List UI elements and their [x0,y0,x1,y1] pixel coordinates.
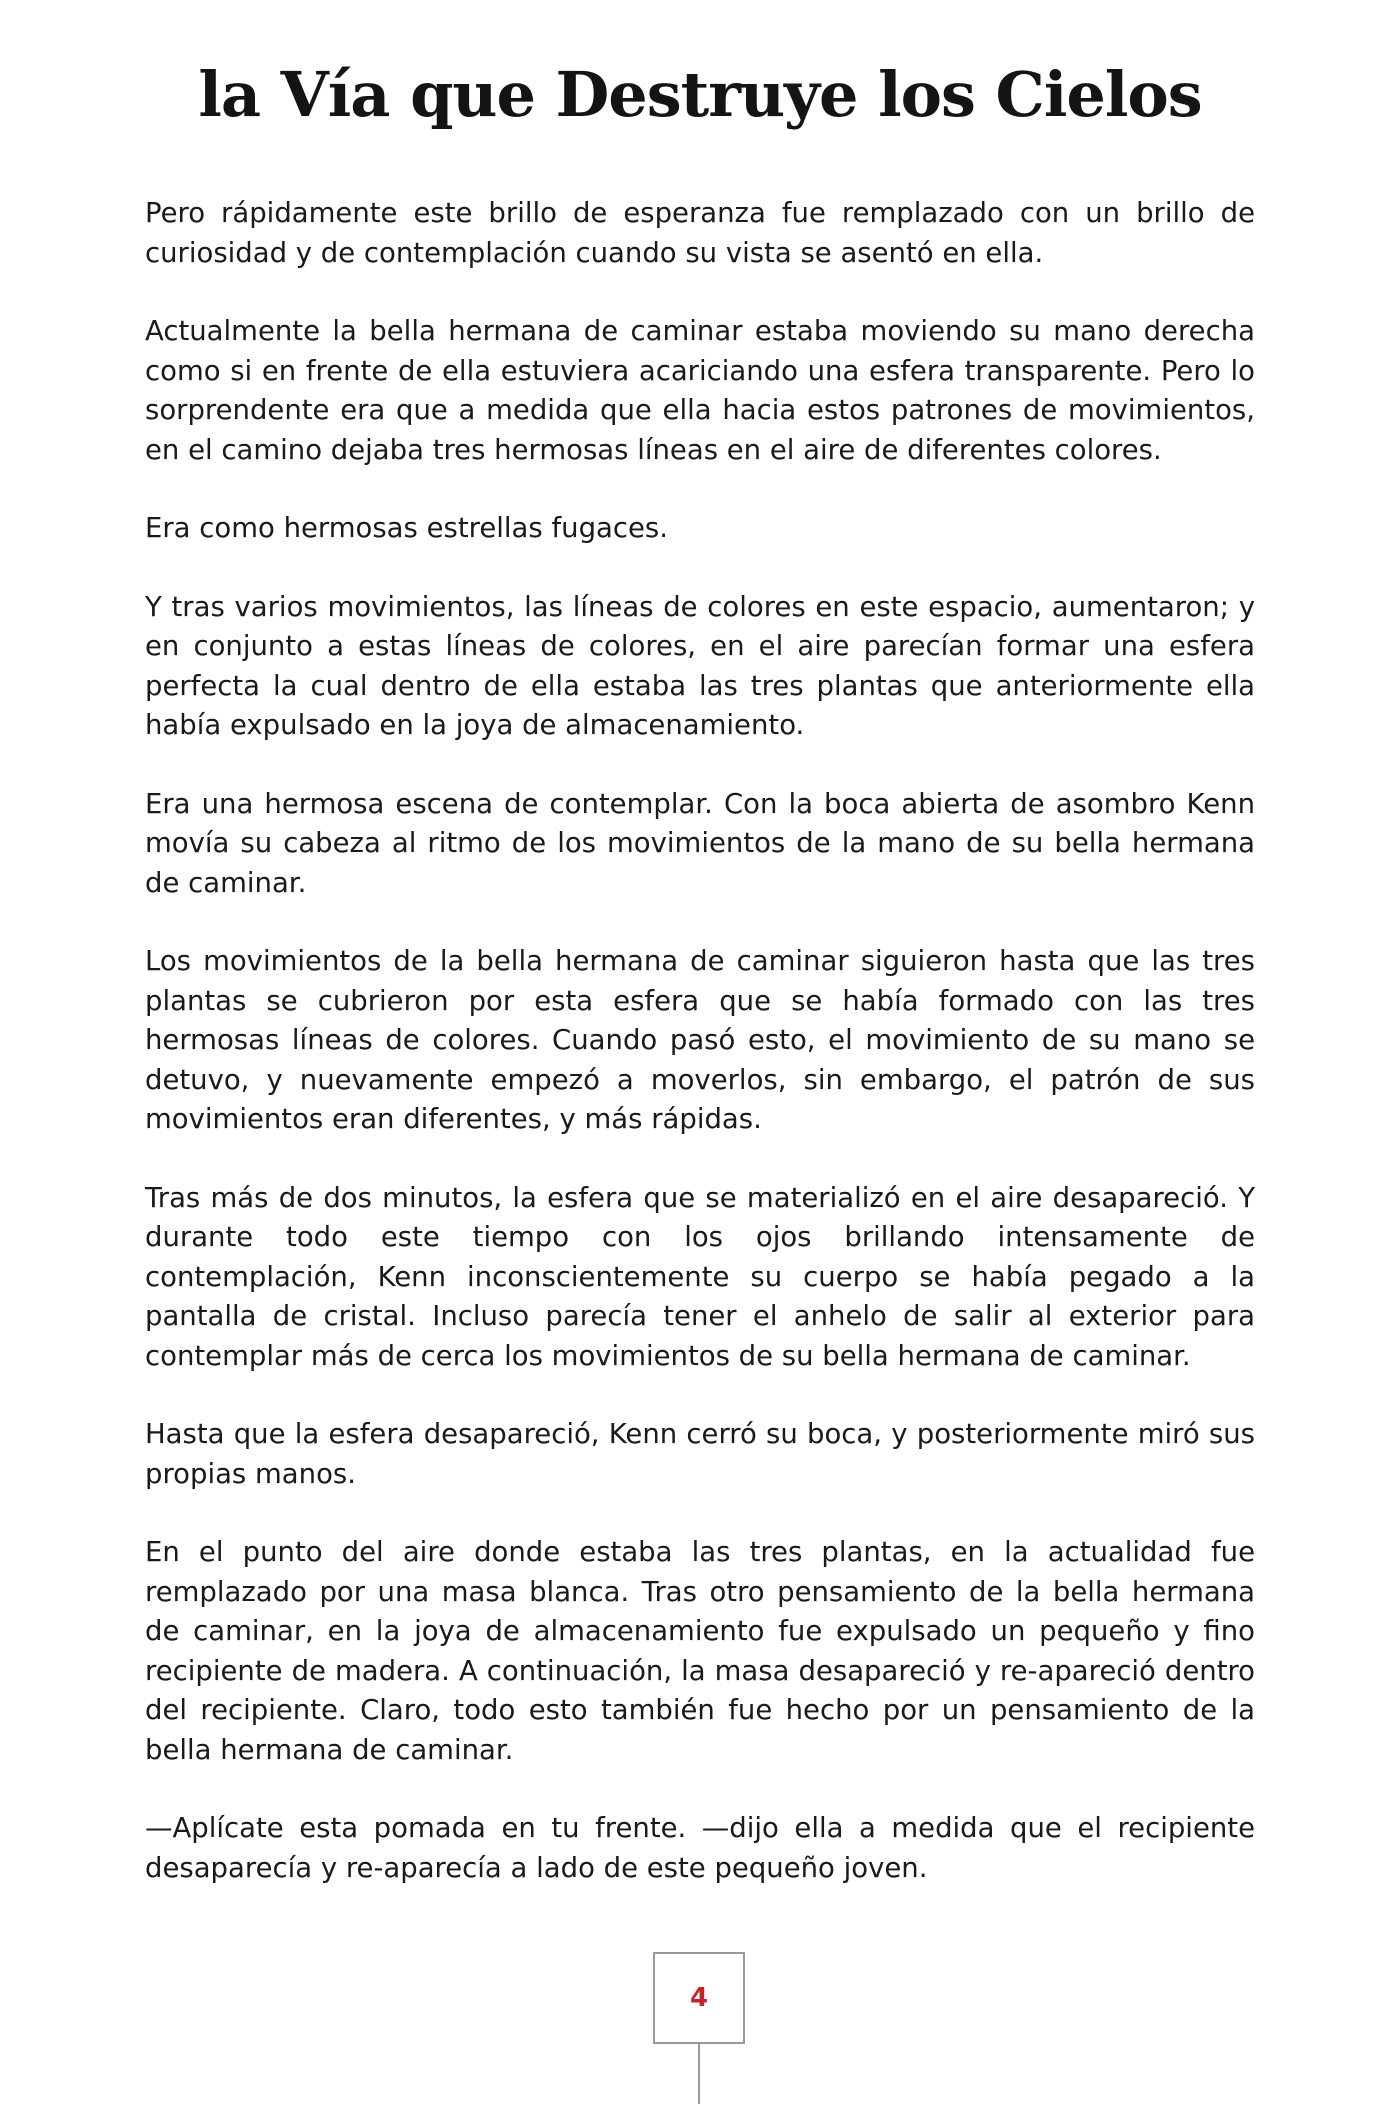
page-number-stem [698,2044,700,2104]
paragraph-2: Actualmente la bella hermana de caminar estaba moviendo su mano derecha como si en frente de ella estuviera acariciando una esfera transparente. Pero lo sorprendente era que a medida que ella hacia estos patrones de movimientos, en el camino dejaba tres hermosas líneas en el aire de diferentes colores. [145,315,1255,466]
paragraph-10: —Aplícate esta pomada en tu frente. —dijo ella a medida que el recipiente desaparecía y re-aparecía a lado de este pequeño joven. [145,1812,1255,1884]
paragraph-3: Era como hermosas estrellas fugaces. [145,512,668,544]
paragraph-5: Era una hermosa escena de contemplar. Con la boca abierta de asombro Kenn movía su cabeza al ritmo de los movimientos de la mano de su bella hermana de caminar. [145,787,1255,899]
body-text [145,194,1255,1927]
paragraph-7: Tras más de dos minutos, la esfera que se materializó en el aire desapareció. Y durante todo este tiempo con los ojos brillando intensamente de contemplación, Kenn inconscientemente su cuerpo se había pegado a la pantalla de cristal. Incluso parecía tener el anhelo de salir al exterior para contemplar más de cerca los movimientos de su bella hermana de caminar. [145,1181,1255,1372]
paragraph-1: Pero rápidamente este brillo de esperanza fue remplazado con un brillo de curiosidad y de contemplación cuando su vista se asentó en ella. [145,197,1255,269]
page-number: 4 [689,1983,709,2013]
paragraph-8: Hasta que la esfera desapareció, Kenn cerró su boca, y posteriormente miró sus propias manos. [145,1418,1255,1490]
paragraph-9: En el punto del aire donde estaba las tres plantas, en la actualidad fue remplazado por una masa blanca. Tras otro pensamiento de la bella hermana de caminar, en la joya de almacenamiento fue expulsado un pequeño y fino recipiente de madera. A continuación, la masa desapareció y re-apareció dentro del recipiente. Claro, todo esto también fue hecho por un pensamiento de la bella hermana de caminar. [145,1536,1255,1766]
page-number-box [653,1952,745,2044]
paragraph-6: Los movimientos de la bella hermana de caminar siguieron hasta que las tres plantas se cubrieron por esta esfera que se había formado con las tres hermosas líneas de colores. Cuando pasó esto, el movimiento de su mano se detuvo, y nuevamente empezó a moverlos, sin embargo, el patrón de sus movimientos eran diferentes, y más rápidas. [145,945,1255,1135]
page-title: la Vía que Destruye los Cielos [198,58,1202,131]
paragraph-4: Y tras varios movimientos, las líneas de colores en este espacio, aumentaron; y en conjunto a estas líneas de colores, en el aire parecían formar una esfera perfecta la cual dentro de ella estaba las tres plantas que anteriormente ella había expulsado en la joya de almacenamiento. [145,590,1255,741]
